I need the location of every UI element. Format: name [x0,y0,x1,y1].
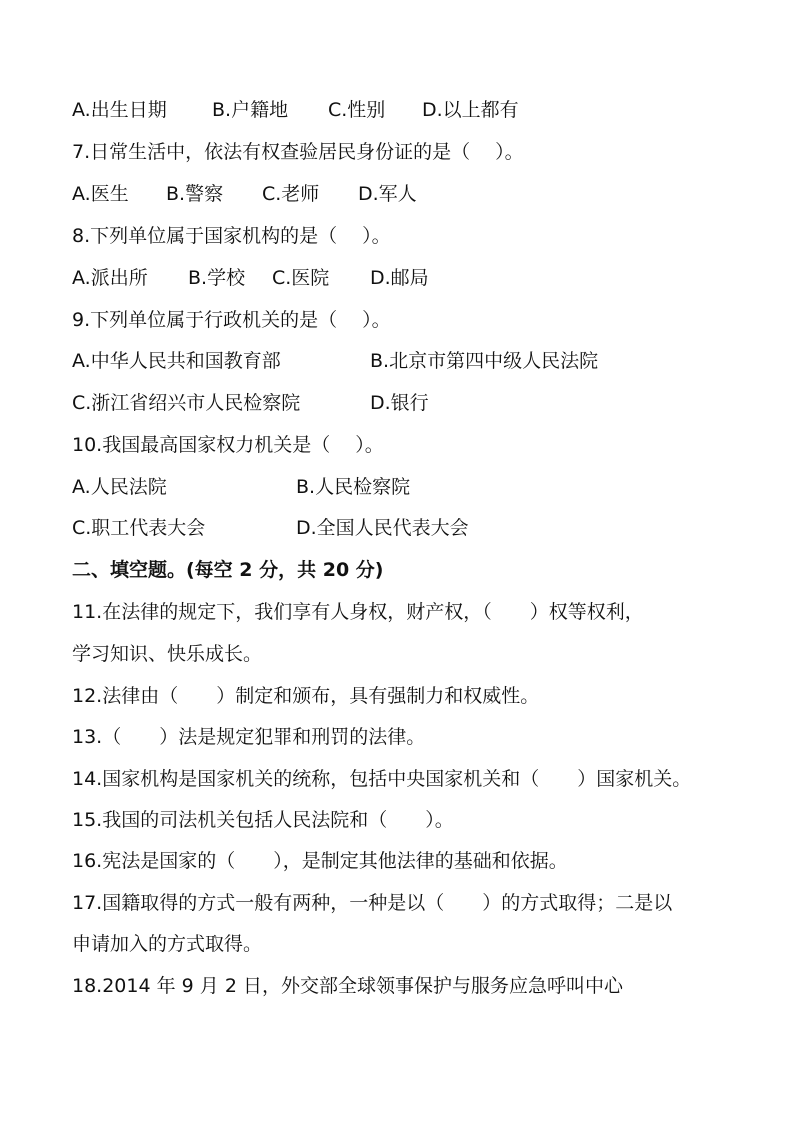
q9-option-a: A.中华人民共和国教育部 [72,350,281,372]
q9-stem: 9.下列单位属于行政机关的是（ ）。 [72,309,391,331]
q7-option-b: B.警察 [166,183,224,205]
q10-stem: 10.我国最高国家权力机关是（ ）。 [72,434,384,456]
q18-line: 18.2014 年 9 月 2 日，外交部全球领事保护与服务应急呼叫中心 [72,975,623,997]
q17-line-1: 17.国籍取得的方式一般有两种，一种是以（ ）的方式取得；二是以 [72,892,673,914]
q9-option-b: B.北京市第四中级人民法院 [370,350,599,372]
q13-line: 13.（ ）法是规定犯罪和刑罚的法律。 [72,726,426,748]
q7-option-c: C.老师 [262,183,320,205]
q17-line-2: 申请加入的方式取得。 [72,933,263,955]
q11-line-1: 11.在法律的规定下，我们享有人身权，财产权，（ ）权等权利， [72,601,644,623]
q8-option-a: A.派出所 [72,267,148,289]
q7-option-d: D.军人 [358,183,417,205]
q8-option-c: C.医院 [272,267,330,289]
q9-option-d: D.银行 [370,392,429,414]
q12-line: 12.法律由（ ）制定和颁布，具有强制力和权威性。 [72,685,540,707]
q10-option-b: B.人民检察院 [296,476,411,498]
q6-option-b: B.户籍地 [212,99,289,121]
q8-option-d: D.邮局 [370,267,429,289]
q16-line: 16.宪法是国家的（ ），是制定其他法律的基础和依据。 [72,850,568,872]
q7-option-a: A.医生 [72,183,129,205]
q9-option-c: C.浙江省绍兴市人民检察院 [72,392,301,414]
q6-option-a: A.出生日期 [72,99,167,121]
q7-stem: 7.日常生活中，依法有权查验居民身份证的是（ ）。 [72,141,524,163]
q8-option-b: B.学校 [188,267,246,289]
q10-option-c: C.职工代表大会 [72,517,206,539]
section-2-heading: 二、填空题。(每空 2 分，共 20 分) [72,559,384,581]
q14-line: 14.国家机构是国家机关的统称，包括中央国家机关和（ ）国家机关。 [72,768,692,790]
q10-option-d: D.全国人民代表大会 [296,517,469,539]
q6-option-d: D.以上都有 [422,99,519,121]
q6-option-c: C.性别 [328,99,386,121]
q15-line: 15.我国的司法机关包括人民法院和（ ）。 [72,809,454,831]
q10-option-a: A.人民法院 [72,476,167,498]
q8-stem: 8.下列单位属于国家机构的是（ ）。 [72,225,391,247]
q11-line-2: 学习知识、快乐成长。 [72,643,263,665]
